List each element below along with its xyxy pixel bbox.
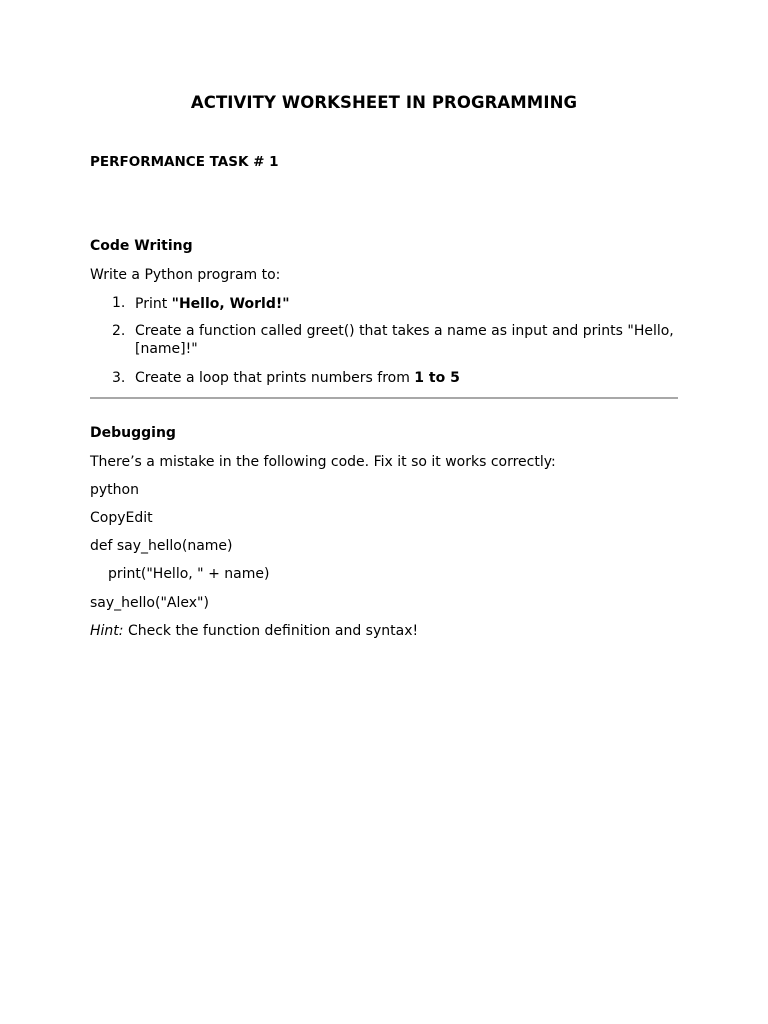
- list-item-text: Print: [135, 296, 172, 312]
- debugging-heading: Debugging: [90, 425, 176, 441]
- code-line: print("Hello, " + name): [108, 566, 270, 582]
- performance-task-label: PERFORMANCE TASK # 1: [90, 154, 279, 170]
- list-item-number: 2.: [112, 323, 126, 339]
- list-item: [135, 322, 680, 358]
- list-item-number: 3.: [112, 370, 126, 386]
- list-item-text: Create a function called greet() that takes a name as input and prints "Hello, [name]!": [135, 323, 674, 357]
- hint-text: [90, 623, 418, 639]
- debugging-intro: There’s a mistake in the following code. Fix it so it works correctly:: [90, 454, 556, 470]
- code-language-label: python: [90, 482, 139, 498]
- list-item-text: Create a loop that prints numbers from: [135, 370, 415, 386]
- copy-edit-label: CopyEdit: [90, 510, 153, 526]
- code-writing-intro: Write a Python program to:: [90, 267, 281, 283]
- code-line: def say_hello(name): [90, 538, 233, 554]
- hint-label: Hint:: [90, 623, 124, 639]
- list-item-bold-text: 1 to 5: [414, 370, 460, 386]
- list-item: [135, 369, 680, 387]
- code-writing-heading: Code Writing: [90, 238, 193, 254]
- hint-body: Check the function definition and syntax!: [123, 623, 419, 639]
- code-line: say_hello("Alex"): [90, 595, 209, 611]
- list-item: [135, 295, 680, 313]
- page-title: ACTIVITY WORKSHEET IN PROGRAMMING: [190, 93, 578, 112]
- list-item-bold-text: "Hello, World!": [171, 296, 290, 312]
- list-item-number: 1.: [112, 295, 126, 311]
- section-divider: [90, 397, 678, 399]
